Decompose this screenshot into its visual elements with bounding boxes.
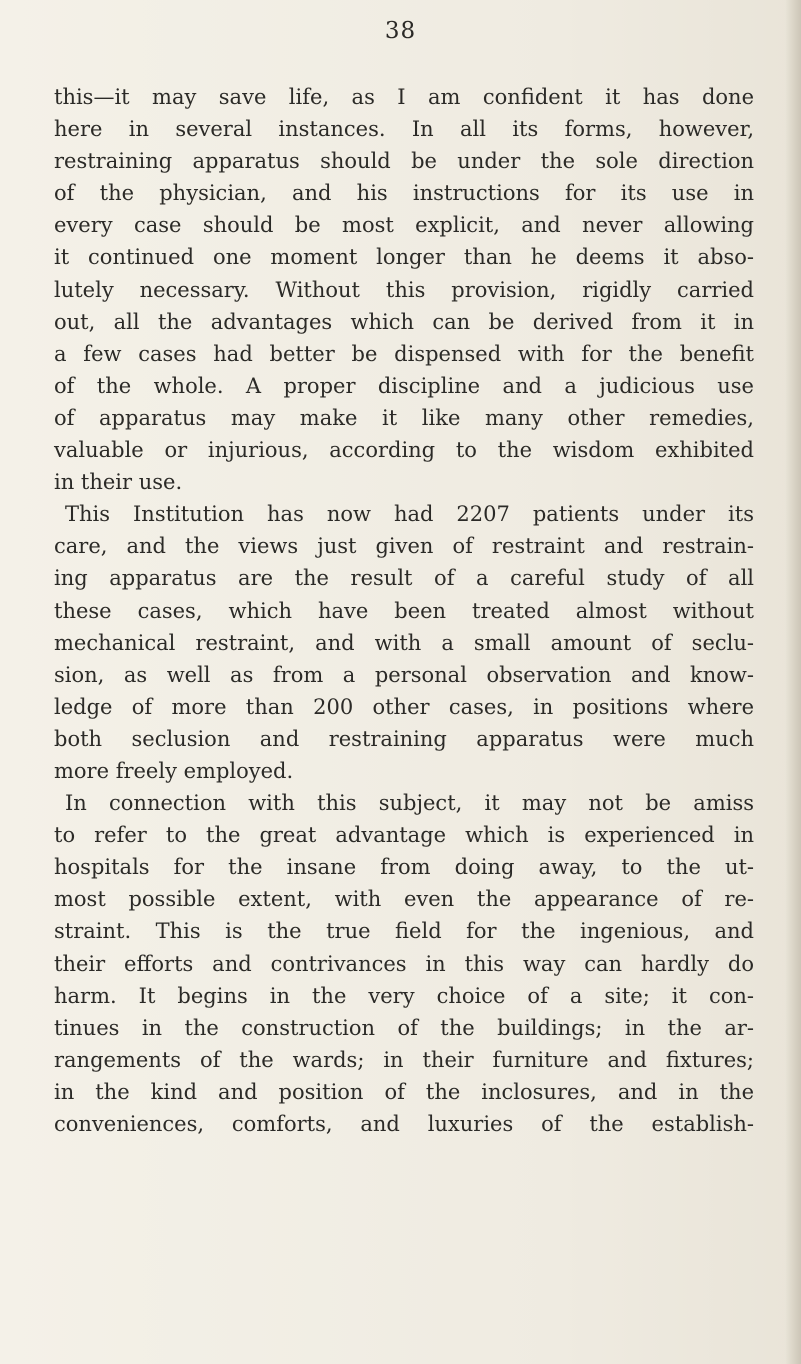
text-line: this—it may save life, as I am confident it has done (54, 85, 754, 109)
text-line: in the kind and position of the inclosures, and in the (54, 1079, 754, 1104)
text-line: ing apparatus are the result of a careful study of all (54, 566, 754, 591)
text-line: This Institution has now had 2207 patients under its (65, 502, 754, 527)
page-edge-shadow (785, 0, 801, 1364)
text-line: In connection with this subject, it may not be amiss (65, 791, 754, 816)
text-line: here in several instances. In all its forms, however, (54, 117, 754, 142)
text-line: of apparatus may make it like many other remedies, (54, 405, 754, 430)
text-line: these cases, which have been treated almost without (54, 598, 754, 623)
text-line: sion, as well as from a personal observation and know- (54, 662, 754, 687)
text-line: of the whole. A proper discipline and a judicious use (54, 373, 754, 398)
text-line: conveniences, comforts, and luxuries of the establish- (54, 1112, 754, 1136)
text-line: of the physician, and his instructions for its use in (54, 181, 754, 206)
text-line: mechanical restraint, and with a small amount of seclu- (54, 630, 754, 655)
text-line: more freely employed. (54, 758, 294, 783)
text-line: most possible extent, with even the appearance of re- (54, 887, 754, 912)
text-line: both seclusion and restraining apparatus were much (54, 726, 754, 751)
text-line: to refer to the great advantage which is experienced in (54, 823, 754, 848)
text-line: their efforts and contrivances in this way can hardly do (54, 951, 754, 976)
body-text (54, 81, 754, 1140)
text-line: out, all the advantages which can be derived from it in (54, 309, 754, 334)
text-line: in their use. (54, 470, 183, 495)
text-line: care, and the views just given of restraint and restrain- (54, 534, 754, 559)
paragraph-3 (54, 787, 754, 1140)
page-number: 38 (384, 18, 417, 44)
paragraph-1 (54, 81, 754, 498)
text-line: rangements of the wards; in their furniture and fixtures; (54, 1047, 754, 1072)
text-line: it continued one moment longer than he deems it abso- (54, 245, 754, 270)
text-line: restraining apparatus should be under the sole direction (54, 149, 754, 174)
paragraph-2 (54, 498, 754, 787)
text-line: harm. It begins in the very choice of a site; it con- (54, 983, 754, 1008)
text-line: straint. This is the true field for the ingenious, and (54, 919, 754, 944)
text-line: valuable or injurious, according to the wisdom exhibited (54, 438, 754, 463)
text-line: every case should be most explicit, and never allowing (54, 213, 754, 238)
text-line: lutely necessary. Without this provision, rigidly carried (54, 277, 754, 302)
text-line: a few cases had better be dispensed with for the benefit (54, 341, 754, 366)
text-line: hospitals for the insane from doing away, to the ut- (54, 855, 754, 880)
text-line: tinues in the construction of the buildings; in the ar- (54, 1015, 754, 1040)
text-line: ledge of more than 200 other cases, in positions where (54, 694, 754, 719)
